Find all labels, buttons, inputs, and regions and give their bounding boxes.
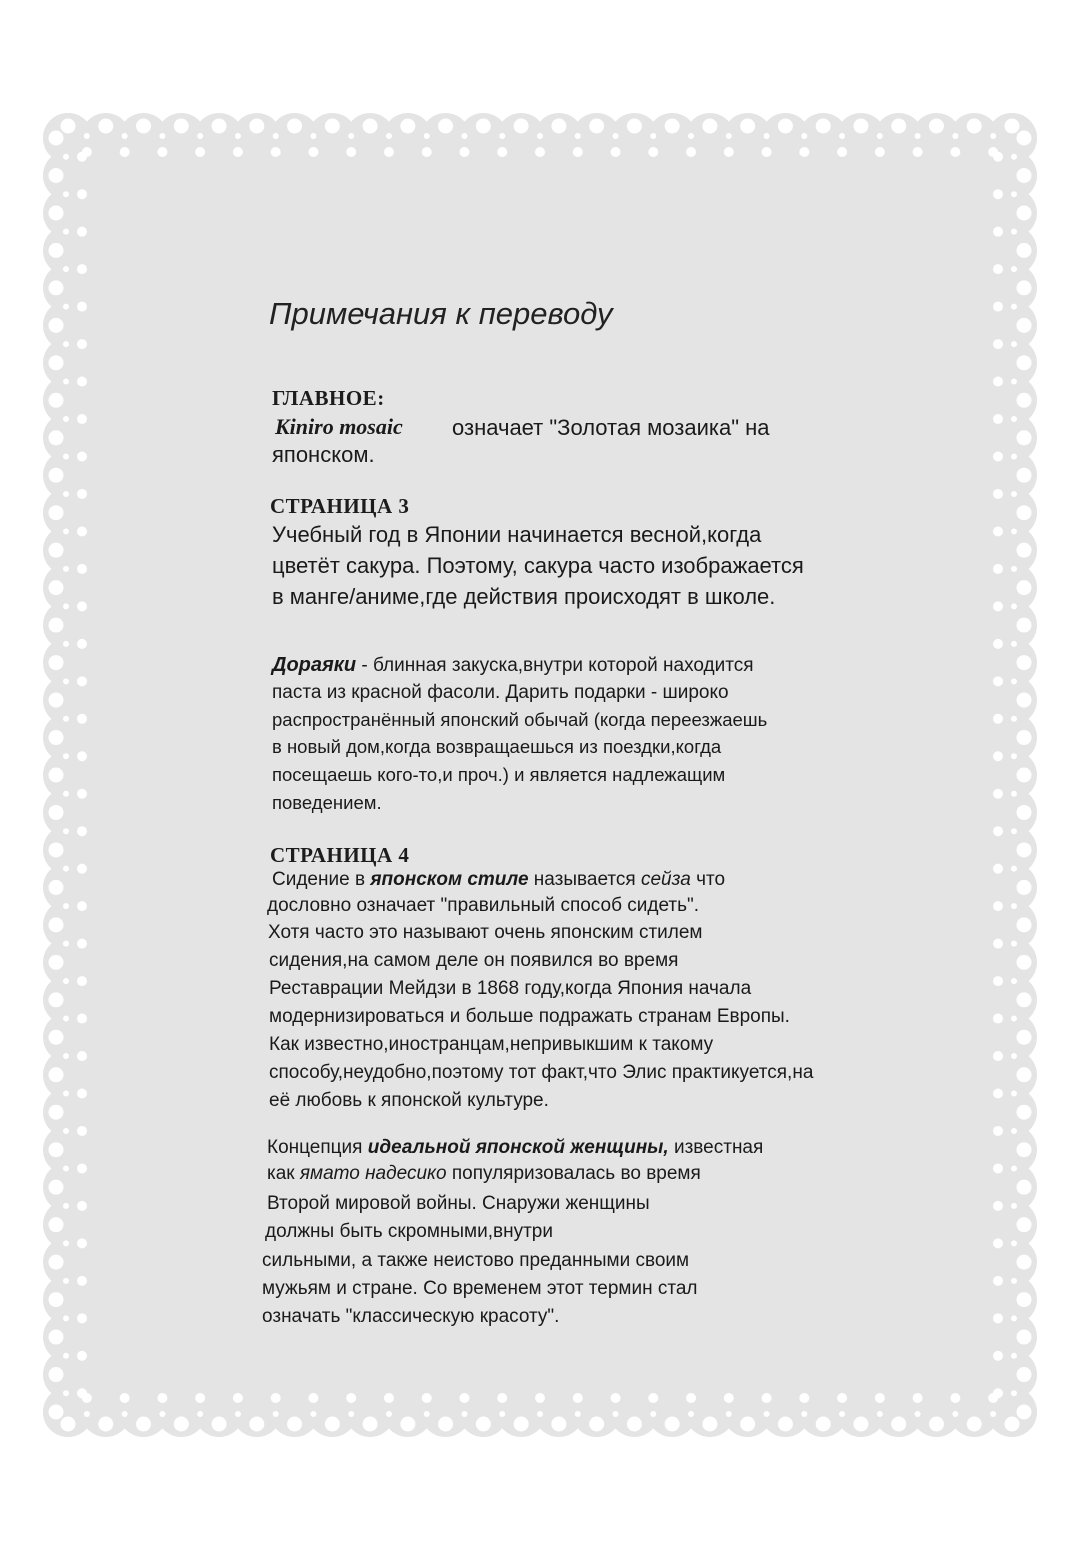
yamato2-italic: ямато надесико [299,1163,447,1184]
dorayaki-line: распространённый японский обычай (когда переезжаешь [272,709,768,730]
seiza-line: дословно означает "правильный способ сидеть". [267,895,699,916]
page3-heading: СТРАНИЦА 3 [270,494,410,518]
dorayaki-line: поведением. [272,792,382,813]
main-line-2: японском. [272,442,375,467]
seiza-bold: японском стиле [370,869,529,890]
dorayaki-line: в новый дом,когда возвращаешься из поездки,когда [272,736,722,757]
yamato2-pre: как [267,1163,300,1184]
seiza-line: Как известно,иностранцам,непривыкшим к такому [269,1034,714,1055]
main-heading: ГЛАВНОЕ: [272,386,385,410]
dorayaki-term: Дораяки [272,654,357,676]
dorayaki-line-1 [272,654,754,677]
page3-line: цветёт сакура. Поэтому, сакура часто изображается [272,553,804,578]
yamato-line-1 [267,1137,763,1159]
seiza-line: Хотя часто это называют очень японским стилем [268,922,703,943]
yamato-line: означать "классическую красоту". [262,1306,560,1327]
seiza-post: что [690,869,726,890]
yamato-line: должны быть скромными,внутри [265,1221,553,1242]
yamato2-post: популяризовалась во время [446,1163,701,1184]
page4-heading: СТРАНИЦА 4 [270,843,410,867]
seiza-line: модернизироваться и больше подражать странам Европы. [269,1006,790,1027]
yamato-post: известная [668,1137,764,1158]
main-line-1: означает "Золотая мозаика" на [452,415,770,440]
yamato-line: сильными, а также неистово преданными своим [262,1250,690,1271]
page3-line: Учебный год в Японии начинается весной,когда [272,522,762,547]
seiza-pre: Сидение в [272,869,371,890]
dorayaki-line: посещаешь кого-то,и проч.) и является надлежащим [272,764,726,785]
seiza-italic: сейза [640,869,691,890]
page3-line: в манге/аниме,где действия происходят в школе. [272,584,776,609]
dorayaki-line: паста из красной фасоли. Дарить подарки - широко [272,682,729,703]
yamato-line: Второй мировой войны. Снаружи женщины [267,1193,650,1214]
kiniro-term: Kiniro mosaic [275,414,403,439]
page-title: Примечания к переводу [269,296,613,331]
dorayaki-line-rest: - блинная закуска,внутри которой находится [356,655,754,676]
seiza-line: её любовь к японской культуре. [269,1090,549,1111]
seiza-line: сидения,на самом деле он появился во время [269,950,679,971]
seiza-line: Реставрации Мейдзи в 1868 году,когда Япония начала [269,978,752,999]
yamato-pre: Концепция [267,1137,368,1158]
seiza-mid: называется [528,869,641,890]
yamato-line-2 [267,1163,701,1185]
yamato-line: мужьям и стране. Со временем этот термин стал [262,1278,698,1299]
yamato-bold: идеальной японской женщины, [367,1137,669,1158]
seiza-line-1 [272,869,725,891]
seiza-line: способу,неудобно,поэтому тот факт,что Элис практикуется,на [269,1062,814,1083]
